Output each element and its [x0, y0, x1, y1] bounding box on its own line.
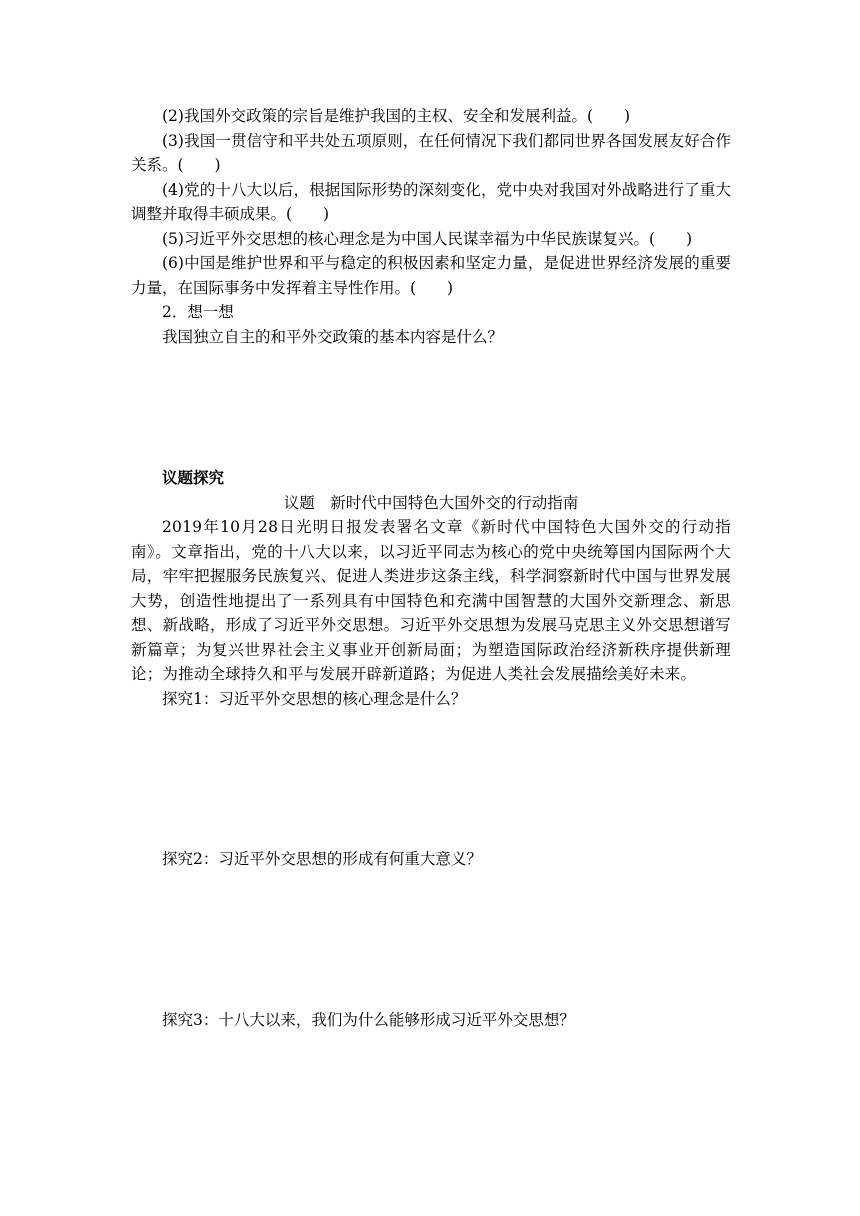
judgement-block	[131, 104, 731, 349]
inquiry-block	[131, 466, 731, 711]
topic-title: 议题 新时代中国特色大国外交的行动指南	[283, 493, 579, 512]
inquiry-passage: 2019年10月28日光明日报发表署名文章《新时代中国特色大国外交的行动指南》。文章指出，党的十八大以来，以习近平同志为核心的党中央统筹国内国际两个大局，牢牢把握服务民族复兴、促进人类进步这条主线，科学洞察新时代中国与世界发展大势，创造性地提出了一系列具有中国特色和充满中国智慧的大国外交新理念、新思想、新战略，形成了习近平外交思想。习近平外交思想为发展马克思主义外交思想谱写新篇章；为复兴世界社会主义事业开创新局面；为塑造国际政治经济新秩序提供新理论；为推动全球持久和平与发展开辟新道路；为促进人类社会发展描绘美好未来。	[131, 518, 731, 683]
judgement-item-4: (4)党的十八大以后，根据国际形势的深刻变化，党中央对我国对外战略进行了重大调整并取得丰硕成果。( )	[131, 180, 731, 223]
judgement-item-5: (5)习近平外交思想的核心理念是为中国人民谋幸福为中华民族谋复兴。( )	[162, 229, 693, 248]
think-heading: 2．想一想	[162, 303, 234, 321]
inquiry-question-3: 探究3：十八大以来，我们为什么能够形成习近平外交思想？	[162, 1011, 575, 1029]
judgement-item-2: (2)我国外交政策的宗旨是维护我国的主权、安全和发展利益。( )	[162, 107, 631, 125]
judgement-item-6: (6)中国是维护世界和平与稳定的积极因素和坚定力量，是促进世界经济发展的重要力量，在国际事务中发挥着主导性作用。( )	[131, 254, 731, 297]
think-question: 我国独立自主的和平外交政策的基本内容是什么？	[162, 327, 504, 346]
inquiry-question-1: 探究1：习近平外交思想的核心理念是什么？	[162, 689, 467, 708]
inquiry-question-3-block	[131, 1008, 731, 1033]
inquiry-question-2-block	[131, 847, 731, 872]
judgement-item-3: (3)我国一贯信守和平共处五项原则，在任何情况下我们都同世界各国发展友好合作关系。( )	[131, 131, 731, 174]
inquiry-question-2: 探究2：习近平外交思想的形成有何重大意义？	[162, 850, 482, 868]
section-title: 议题探究	[162, 469, 225, 487]
